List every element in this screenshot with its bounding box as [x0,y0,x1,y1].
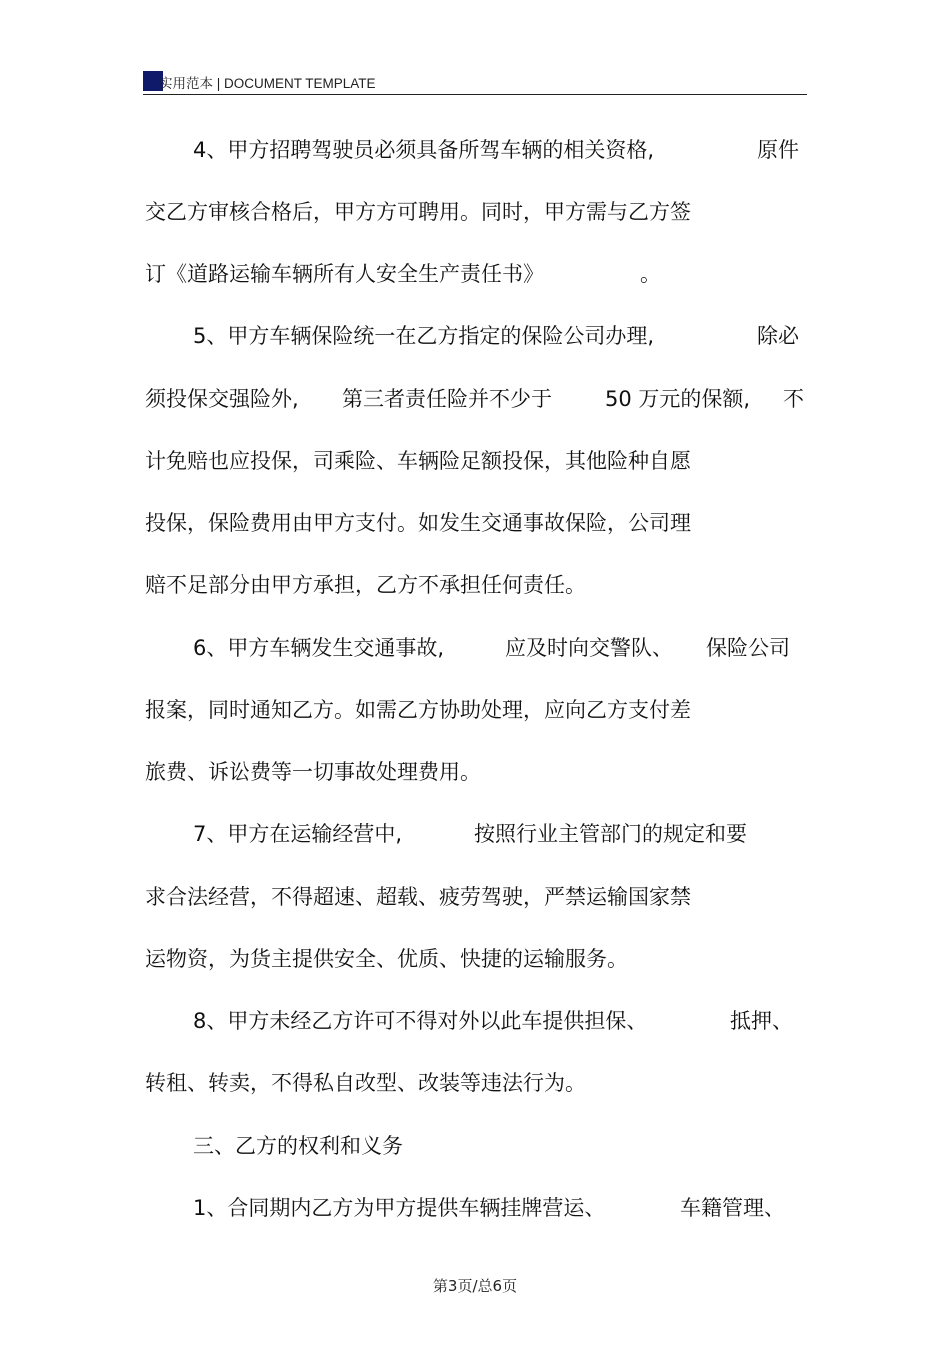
text-segment: 7、甲方在运输经营中, [193,822,403,846]
text-segment: 4、甲方招聘驾驶员必须具备所驾车辆的相关资格, [193,138,655,162]
text-segment: 第三者责任险并不少于 [342,387,552,411]
header-title: 实用范本 | DOCUMENT TEMPLATE [159,76,376,91]
text-segment: 1、合同期内乙方为甲方提供车辆挂牌营运、 [193,1196,606,1220]
text-segment: 须投保交强险外, [145,387,299,411]
text-segment: 赔不足部分由甲方承担，乙方不承担任何责任。 [145,573,586,597]
text-segment: 应及时向交警队、 [505,636,673,660]
text-segment: 运物资，为货主提供安全、优质、快捷的运输服务。 [145,947,628,971]
text-segment: 除必 [757,324,799,348]
text-segment: 50 万元的保额, [605,387,751,411]
text-segment: 按照行业主管部门的规定和要 [474,822,747,846]
page-number: 第3页/总6页 [432,1277,518,1295]
text-segment: 求合法经营，不得超速、超载、疲劳驾驶，严禁运输国家禁 [145,885,691,909]
text-segment: 报案，同时通知乙方。如需乙方协助处理，应向乙方支付差 [145,698,691,722]
text-segment: 订《道路运输车辆所有人安全生产责任书》 [145,262,544,286]
text-segment: 原件 [757,138,799,162]
page-header [143,68,807,95]
text-segment: 保险公司 [706,636,790,660]
text-segment: 车籍管理、 [680,1196,785,1220]
text-segment: 。 [640,262,661,286]
text-segment: 交乙方审核合格后，甲方方可聘用。同时，甲方需与乙方签 [145,200,691,224]
text-segment: 不 [783,387,804,411]
text-segment: 5、甲方车辆保险统一在乙方指定的保险公司办理, [193,324,655,348]
text-segment: 计免赔也应投保，司乘险、车辆险足额投保，其他险种自愿 [145,449,691,473]
text-segment: 抵押、 [730,1009,793,1033]
text-segment: 8、甲方未经乙方许可不得对外以此车提供担保、 [193,1009,648,1033]
text-segment: 6、甲方车辆发生交通事故, [193,636,445,660]
text-segment: 旅费、诉讼费等一切事故处理费用。 [145,760,481,784]
section-title: 三、乙方的权利和义务 [193,1134,403,1158]
text-segment: 投保，保险费用由甲方支付。如发生交通事故保险，公司理 [145,511,691,535]
text-segment: 转租、转卖，不得私自改型、改装等违法行为。 [145,1071,586,1095]
